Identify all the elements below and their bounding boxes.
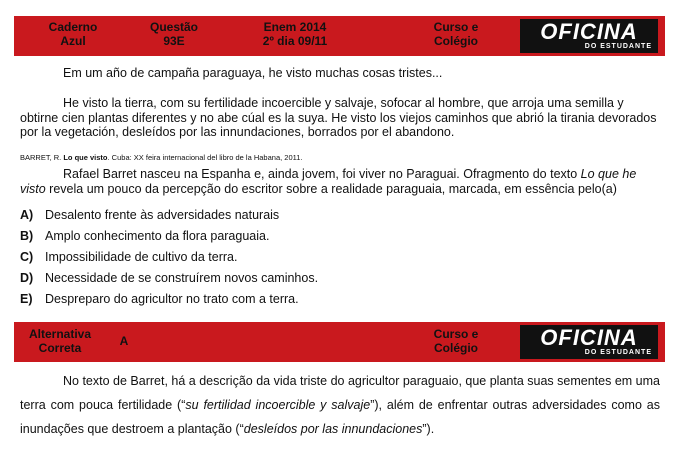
- question-stem: [20, 167, 660, 197]
- ref-rest: . Cuba: XX feira internacional del libro de la Habana, 2011.: [107, 153, 303, 162]
- oficina-logo: [520, 325, 658, 359]
- colegio-label: Colégio: [434, 341, 478, 355]
- questao-cell: [144, 20, 204, 48]
- exam-cell: [252, 20, 338, 48]
- option-letter: D): [20, 271, 34, 285]
- exam-title: Enem 2014: [263, 20, 327, 34]
- caderno-cell: [42, 20, 104, 48]
- quote-line-1: Em um año de campaña paraguaya, he visto muchas cosas tristes...: [63, 66, 443, 80]
- curso-label: Curso e: [433, 20, 479, 34]
- correta-label: Correta: [38, 341, 82, 355]
- ref-title: Lo que visto: [63, 153, 108, 162]
- oficina-logo: [520, 19, 658, 53]
- curso-cell: [426, 20, 486, 48]
- explanation-c: ”), além de enfrentar outras adversidades como as inundações que destroem a plantação (“: [20, 398, 660, 436]
- ref-author: BARRET, R.: [20, 153, 64, 162]
- option-letter: E): [20, 292, 33, 306]
- correct-answer: A: [119, 334, 129, 348]
- logo-name: OFICINA: [540, 19, 638, 44]
- colegio-label: Colégio: [434, 34, 478, 48]
- alternativa-label: Alternativa: [28, 327, 92, 341]
- logo-subtitle: DO ESTUDANTE: [584, 349, 652, 356]
- explanation-quote-1: su fertilidad incoercible y salvaje: [185, 398, 371, 412]
- explanation-a: No texto de Barret, há a descrição da vida triste do agricultor paraguaio, que planta suas sementes em uma terra com pouca fertilidade (“: [20, 374, 660, 412]
- logo-subtitle: DO ESTUDANTE: [584, 43, 652, 50]
- caderno-value: Azul: [60, 34, 86, 48]
- alternativa-cell: [24, 327, 96, 355]
- answer-band: [14, 322, 665, 362]
- option-a: [20, 208, 279, 222]
- curso-label: Curso e: [433, 327, 479, 341]
- explanation: [20, 369, 660, 441]
- option-d: [20, 271, 318, 285]
- stem-part-b: revela um pouco da percepção do escritor sobre a realidade paraguaia, marcada, em essência pelo(a): [45, 182, 617, 196]
- quote-paragraph: He visto la tierra, com su fertilidade incoercible y salvaje, sofocar al hombre, que arroja uma semilla y obtirne cien plantas diferentes y no abe cúal es la suya. He visto los viejos caminhos que abrió la tirania devorados por la vegetación, desleídos por las innundaciones, borrados por el abandono.: [20, 96, 657, 139]
- reference: [20, 150, 660, 165]
- option-c: [20, 250, 237, 264]
- caderno-label: Caderno: [48, 20, 98, 34]
- option-text: Despreparo do agricultor no trato com a terra.: [45, 292, 299, 306]
- option-text: Amplo conhecimento da flora paraguaia.: [45, 229, 270, 243]
- questao-value: 93E: [163, 34, 185, 48]
- curso-cell: [426, 327, 486, 355]
- option-text: Desalento frente às adversidades naturais: [45, 208, 280, 222]
- option-letter: A): [20, 208, 34, 222]
- option-e: [20, 292, 299, 306]
- logo-name: OFICINA: [540, 325, 638, 350]
- questao-label: Questão: [149, 20, 198, 34]
- option-letter: C): [20, 250, 34, 264]
- option-letter: B): [20, 229, 34, 243]
- header-band: [14, 16, 665, 56]
- option-text: Impossibilidade de cultivo da terra.: [45, 250, 238, 264]
- explanation-e: ”).: [422, 422, 435, 436]
- stem-part-a: Rafael Barret nasceu na Espanha e, ainda jovem, foi viver no Paraguai. Ofragmento do texto: [63, 167, 581, 181]
- explanation-quote-2: desleídos por las innundaciones: [243, 422, 423, 436]
- option-text: Necessidade de se construírem novos caminhos.: [45, 271, 319, 285]
- option-b: [20, 229, 269, 243]
- stem-title: Lo que he visto: [20, 167, 637, 196]
- exam-day: 2º dia 09/11: [262, 34, 328, 48]
